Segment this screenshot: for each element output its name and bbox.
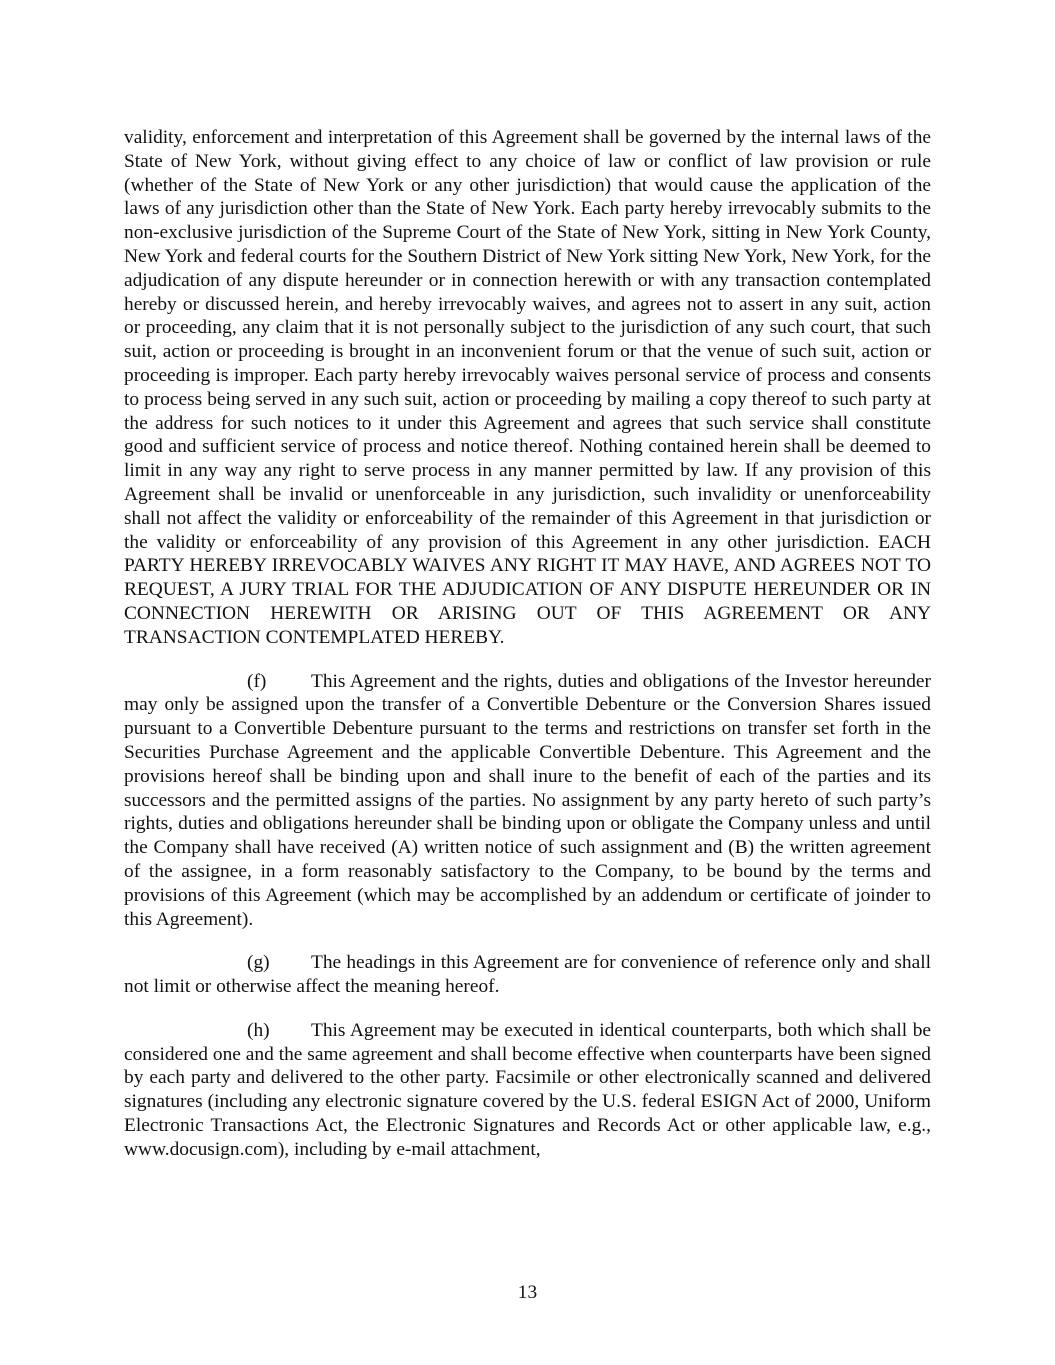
paragraph-continued [124,126,931,650]
paragraph-text: The headings in this Agreement are for convenience of reference only and shall not limit or otherwise affect the meaning hereof. [124,952,931,998]
section-marker: (h) [247,1019,270,1041]
document-page [124,126,931,1162]
paragraph-h [124,1019,931,1162]
paragraph-f [124,670,931,932]
paragraph-g [124,951,931,999]
paragraph-text: This Agreement and the rights, duties and obligations of the Investor hereunder may only be assigned upon the transfer of a Convertible Debenture or the Conversion Shares issued pursuant to a Convertible Debenture pursuant to the terms and restrictions on transfer set forth in the Securities Purchase Agreement and the applicable Convertible Debenture. This Agreement and the provisions hereof shall be binding upon and shall inure to the benefit of each of the parties and its successors and the permitted assigns of the parties. No assignment by any party hereto of such party’s rights, duties and obligations hereunder shall be binding upon or obligate the Company unless and until the Company shall have received (A) written notice of such assignment and (B) the written agreement of the assignee, in a form reasonably satisfactory to the Company, to be bound by the terms and provisions of this Agreement (which may be accomplished by an addendum or certificate of joinder to this Agreement). [124,670,931,930]
page-number: 13 [517,1282,538,1303]
paragraph-text: validity, enforcement and interpretation of this Agreement shall be governed by the internal laws of the State of New York, without giving effect to any choice of law or conflict of law provision or rule (whether of the State of New York or any other jurisdiction) that would cause the application of the laws of any jurisdiction other than the State of New York. Each party hereby irrevocably submits to the non-exclusive jurisdiction of the Supreme Court of the State of New York, sitting in New York County, New York and federal courts for the Southern District of New York sitting New York, New York, for the adjudication of any dispute hereunder or in connection herewith or with any transaction contemplated hereby or discussed herein, and hereby irrevocably waives, and agrees not to assert in any suit, action or proceeding, any claim that it is not personally subject to the jurisdiction of any such court, that such suit, action or proceeding is brought in an inconvenient forum or that the venue of such suit, action or proceeding is improper. Each party hereby irrevocably waives personal service of process and consents to process being served in any such suit, action or proceeding by mailing a copy thereof to such party at the address for such notices to it under this Agreement and agrees that such service shall constitute good and sufficient service of process and notice thereof. Nothing contained herein shall be deemed to limit in any way any right to serve process in any manner permitted by law. If any provision of this Agreement shall be invalid or unenforceable in any jurisdiction, such invalidity or unenforceability shall not affect the validity or enforceability of the remainder of this Agreement in that jurisdiction or the validity or enforceability of any provision of this Agreement in any other jurisdiction. EACH PARTY HEREBY IRREVOCABLY WAIVES ANY RIGHT IT MAY HAVE, AND AGREES NOT TO REQUEST, A JURY TRIAL FOR THE ADJUDICATION OF ANY DISPUTE HEREUNDER OR IN CONNECTION HEREWITH OR ARISING OUT OF THIS AGREEMENT OR ANY TRANSACTION CONTEMPLATED HEREBY. [124,127,931,648]
section-marker: (f) [247,670,267,692]
section-marker: (g) [247,952,270,974]
paragraph-text: This Agreement may be executed in identical counterparts, both which shall be considered one and the same agreement and shall become effective when counterparts have been signed by each party and delivered to the other party. Facsimile or other electronically scanned and delivered signatures (including any electronic signature covered by the U.S. federal ESIGN Act of 2000, Uniform Electronic Transactions Act, the Electronic Signatures and Records Act or other applicable law, e.g., www.docusign.com), including by e-mail attachment, [124,1019,931,1160]
